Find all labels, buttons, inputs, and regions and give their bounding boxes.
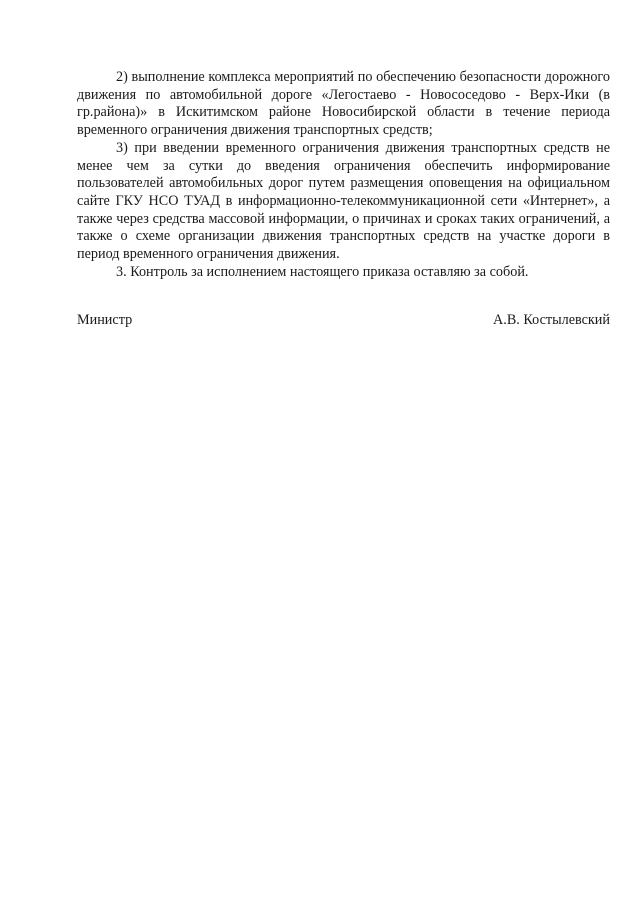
paragraph-item-2: 2) выполнение комплекса мероприятий по обеспечению безопасности дорожного движения по автомобильной дороге «Легостаево - Новососедово - Верх-Ики (в гр.района)» в Искитимском районе Новосибирской области в течение периода временного ограничения движения транспортных средств; [77, 69, 610, 139]
paragraph-item-3: 3) при введении временного ограничения движения транспортных средств не менее чем за сутки до введения ограничения обеспечить информирование пользователей автомобильных дорог путем размещения оповещения на официальном сайте ГКУ НСО ТУАД в информационно-телекоммуникационной сети «Интернет», а также через средства массовой информации, о причинах и сроках таких ограничений, а также о схеме организации движения транспортных средств на участке дороги в период временного ограничения движения. [77, 139, 610, 263]
paragraph-control: 3. Контроль за исполнением настоящего приказа оставляю за собой. [116, 263, 529, 280]
signatory-name: А.В. Костылевский [493, 312, 610, 328]
document-body [77, 69, 610, 281]
signatory-position: Министр [77, 312, 133, 328]
signature-block [77, 312, 610, 330]
